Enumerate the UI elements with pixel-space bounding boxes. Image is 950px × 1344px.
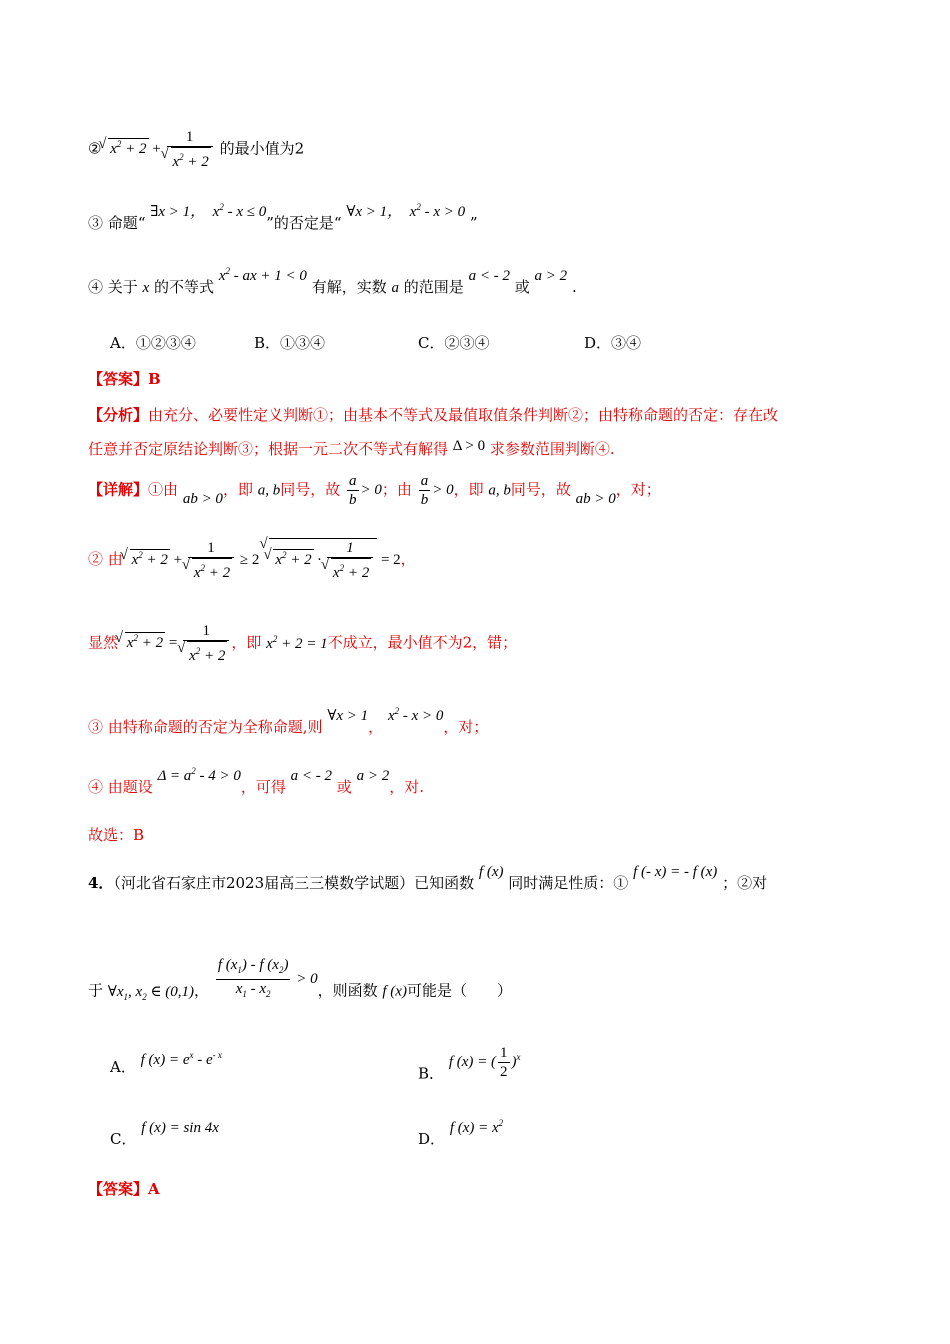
item-3-prefix: 命题	[107, 214, 138, 232]
detail-4c: ，对；	[443, 718, 489, 736]
answer-1	[88, 368, 161, 389]
detail-3-equation: $x^2 + 2 = 1$	[266, 633, 328, 652]
option-c-2	[110, 1120, 219, 1149]
item-2-line	[88, 128, 304, 171]
detail-5-delta: $\Delta = a^2 - 4 > 0$	[157, 766, 241, 784]
detail-line-4	[88, 706, 489, 737]
option-c-2-label: C．	[110, 1130, 137, 1148]
detail-line-1	[88, 472, 661, 509]
detail-1a: ①由	[148, 480, 179, 499]
question-4-fx: f (x)	[478, 864, 504, 880]
answer-2-label: 【答案】	[88, 1180, 149, 1198]
analysis-delta: Δ > 0	[452, 438, 486, 454]
option-c-2-formula: f (x) = sin 4x	[141, 1120, 219, 1136]
question-4-line-2: 于 $\forall x_1$, $x_2$ ∈ (0,1)， $\frac{f (x_1) - f (x_2)}{x_1 - x_2}$ > 0，则函数 f (x)可能是（ ）	[88, 957, 512, 1002]
detail-5b: ，可得	[240, 778, 286, 796]
detail-5-range-2: a > 2	[356, 768, 390, 784]
item-4-mid1: 的不等式	[154, 278, 215, 296]
item-4-var2: a	[391, 280, 399, 296]
item-4-line	[88, 266, 577, 297]
analysis-line-2	[88, 438, 615, 459]
question-4-property-1: f (- x) = - f (x)	[633, 864, 718, 880]
detail-1-frac-2: $\frac{a}{b}$ > 0	[420, 473, 454, 508]
question-4-property-2: $\frac{f (x_1) - f (x_2)}{x_1 - x_2}$ > 0	[217, 957, 318, 999]
detail-4b: ，	[368, 718, 384, 736]
item-3-marker: ③	[88, 214, 104, 232]
question-4-number: 4．	[88, 874, 114, 892]
answer-2-value: A	[148, 1180, 160, 1198]
detail-4a: ③ 由特称命题的否定为全称命题,则	[88, 718, 323, 736]
detail-1d: ；由	[381, 480, 412, 499]
option-b-2-label: B．	[418, 1064, 445, 1083]
question-4-domain: $\forall x_1$, $x_2$ ∈ (0,1)	[107, 983, 195, 1002]
detail-1-ab-2: ab > 0	[575, 490, 616, 507]
detail-2b: ，	[400, 550, 416, 568]
question-4-source: （河北省石家庄市2023届高三三模数学试题）已知函数	[113, 874, 475, 892]
detail-1-ab: ab > 0	[182, 490, 223, 507]
detail-line-5	[88, 766, 424, 797]
detail-3-expression: √ $x^2 + 2$ = 1 √ $x^2 + 2$	[123, 622, 232, 665]
detail-3a: 显然	[88, 633, 119, 652]
question-4-t2: ；②对	[722, 874, 768, 892]
option-b-2-formula: f (x) = ( $\frac{1}{2}$ )$^x$	[448, 1045, 521, 1080]
detail-label: 【详解】	[88, 480, 149, 499]
item-4-mid2: 有解，实数	[311, 278, 387, 296]
detail-1-vars-2: a, b	[488, 482, 511, 499]
item-3-line: ③ 命题“ ∃x > 1， $x^2 - x \le 0$”的否定是“ ∀x > 1， $x^2 - x > 0$ ”	[88, 202, 478, 232]
detail-5-range-1: a < - 2	[290, 768, 333, 784]
item-4-or: 或	[514, 278, 530, 296]
option-a-2	[110, 1050, 222, 1077]
option-d-2	[418, 1118, 504, 1149]
detail-1-vars: a, b	[257, 482, 281, 499]
question-4-line-1	[88, 864, 768, 893]
detail-1f: 同号，故	[510, 480, 571, 499]
detail-1b: ，即	[222, 480, 253, 499]
answer-1-value: B	[148, 370, 161, 388]
item-2-marker: ②	[88, 139, 102, 158]
detail-5a: ④ 由题设	[88, 778, 153, 796]
option-a-2-formula: f $(x) = e^x - e^{- x}$	[140, 1050, 222, 1068]
option-c-1: C．②③④	[418, 334, 490, 352]
analysis-line-1	[88, 404, 778, 425]
detail-5c: 或	[336, 778, 352, 796]
option-a-2-label: A．	[110, 1058, 136, 1076]
detail-1g: ，对；	[615, 480, 661, 499]
item-4-end: .	[571, 278, 577, 296]
detail-1c: 同号，故	[280, 480, 341, 499]
analysis-text-1: 由充分、必要性定义判断①；由基本不等式及最值取值条件判断②；由特称命题的否定：存在改	[148, 406, 779, 424]
item-4-marker: ④	[88, 278, 104, 296]
question-4-t3: 于	[88, 981, 104, 1000]
question-4-t5: 可能是（ ）	[406, 981, 512, 1000]
option-d-2-formula: f $(x) = x^2$	[449, 1118, 504, 1136]
item-3-proposition: ∃x > 1， $x^2 - x \le 0$	[150, 202, 267, 220]
item-4-inequality: $x^2$ - ax + 1 < 0	[218, 266, 307, 284]
item-4-range-1: a < - 2	[468, 268, 510, 284]
detail-1e: ，即	[453, 480, 484, 499]
item-4-var: x	[142, 280, 150, 296]
item-2-expression: √ $x^2 + 2$ + 1 √ $x^2 + 2$	[106, 128, 215, 171]
item-3-negation: ∀x > 1， $x^2 - x > 0$	[346, 202, 466, 220]
analysis-text-2a: 任意并否定原结论判断③；根据一元二次不等式有解得	[88, 440, 449, 458]
detail-2-expression: √ $x^2 + 2$ + 1 √ $x^2 + 2$ ≥ 2√ √ $x^2 + 2$ · 1 √ $x^2 + 2$ = 2	[128, 538, 401, 582]
detail-4-forall: ∀x > 1	[327, 708, 369, 724]
question-4-t1: 同时满足性质：①	[508, 874, 629, 892]
detail-5d: ，对.	[389, 778, 424, 796]
detail-choice: 故选：B	[88, 826, 145, 844]
detail-2a: ② 由	[88, 550, 123, 568]
question-4-t4: ，则函数	[317, 981, 378, 1000]
option-b-2	[418, 1045, 521, 1093]
detail-line-2	[88, 538, 416, 582]
detail-4-inequality: $x^2 - x > 0$	[387, 706, 444, 724]
option-b-1: B．①③④	[254, 334, 326, 352]
answer-1-label: 【答案】	[88, 370, 149, 388]
detail-3b: ，即	[231, 633, 262, 652]
detail-1-frac: $\frac{a}{b}$ > 0	[349, 473, 382, 508]
answer-2	[88, 1178, 160, 1199]
item-4-mid3: 的范围是	[403, 278, 464, 296]
detail-3c: 不成立，最小值不为2，错；	[327, 633, 518, 652]
analysis-label: 【分析】	[88, 406, 149, 424]
option-d-1: D．③④	[584, 334, 642, 352]
item-3-mid: 的否定是	[273, 214, 334, 232]
item-4-range-2: a > 2	[534, 268, 568, 284]
option-a-1: A．①②③④	[110, 334, 196, 352]
item-2-text: 的最小值为2	[219, 139, 305, 158]
option-d-2-label: D．	[418, 1130, 446, 1148]
detail-line-3	[88, 622, 517, 665]
analysis-text-2b: 求参数范围判断④.	[489, 440, 615, 458]
question-4-fx-2: f (x)	[382, 983, 407, 1000]
item-4-prefix: 关于	[107, 278, 138, 296]
